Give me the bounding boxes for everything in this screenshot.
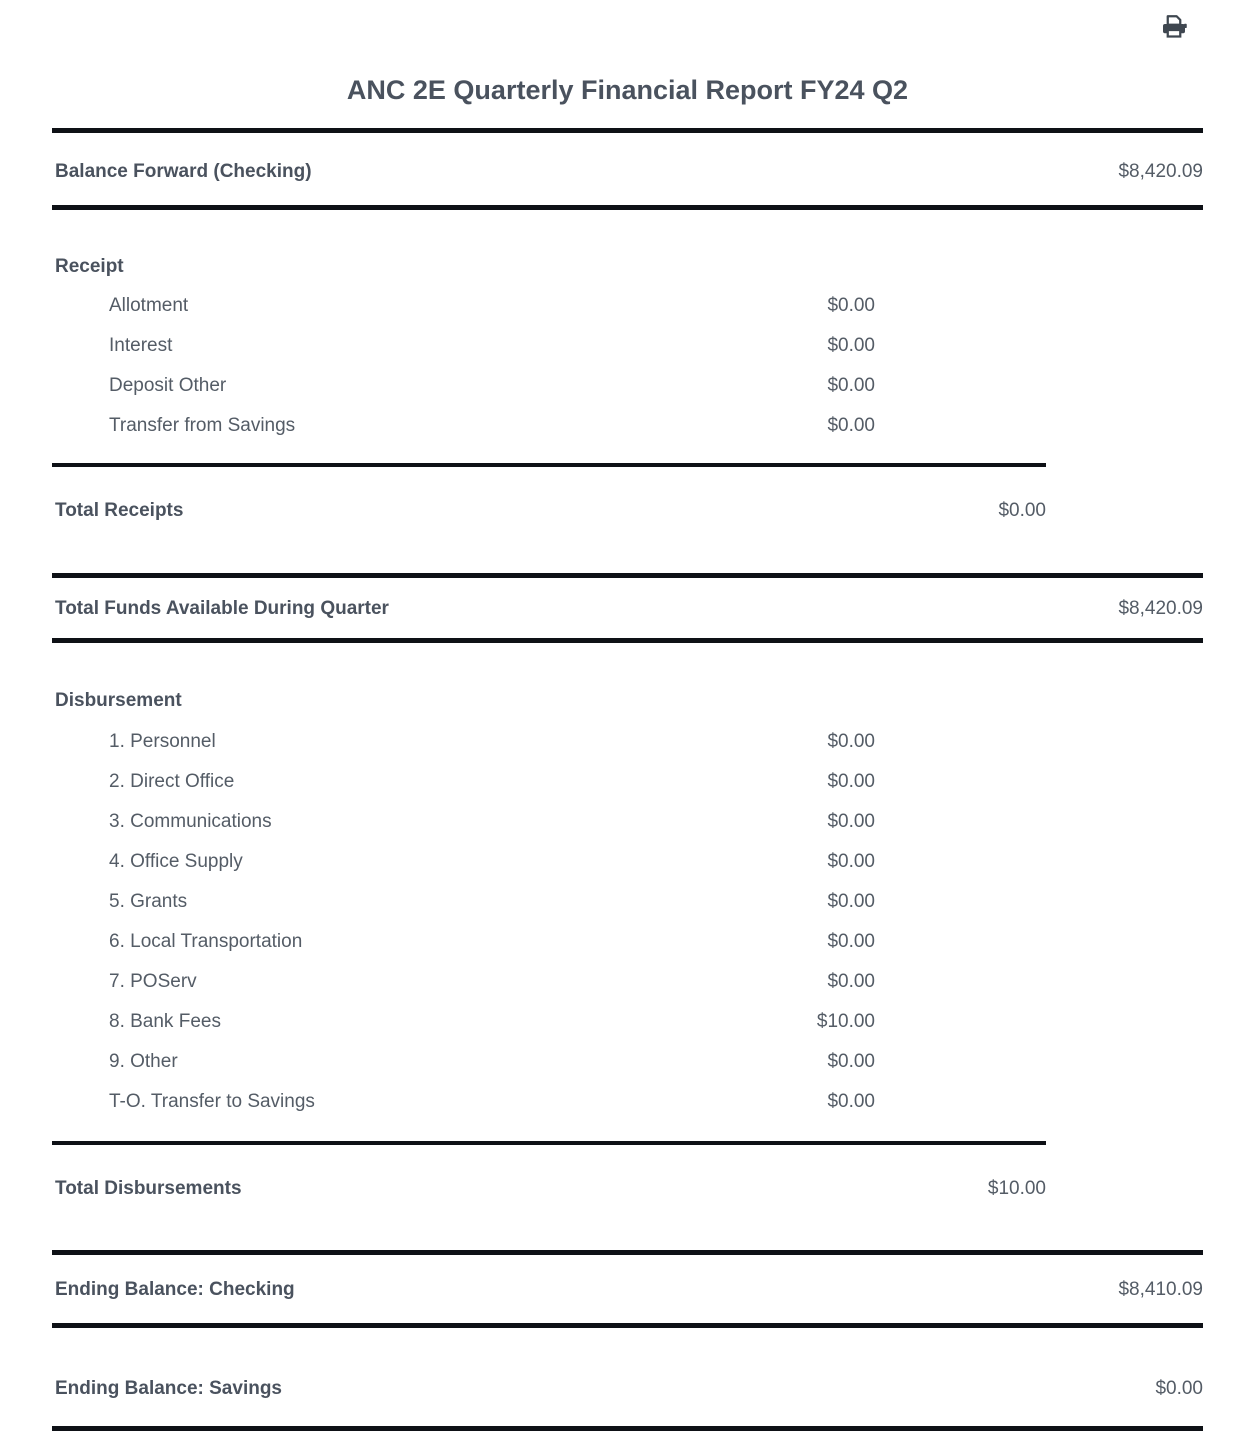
total-receipts-amount: $0.00: [998, 500, 1046, 521]
line-item-label: 9. Other: [109, 1051, 178, 1072]
line-item-label: 4. Office Supply: [109, 851, 243, 872]
line-item-label: 6. Local Transportation: [109, 931, 303, 952]
ending-balance-savings-amount: $0.00: [1155, 1378, 1203, 1399]
balance-forward-amount: $8,420.09: [1118, 161, 1203, 182]
line-item-amount: $0.00: [827, 1091, 875, 1112]
total-disbursements-row: [52, 1178, 1203, 1200]
line-item-label: T-O. Transfer to Savings: [109, 1091, 315, 1112]
line-item: [52, 802, 1203, 842]
total-receipts-row: [52, 500, 1203, 522]
disbursements-section-header: Disbursement: [55, 690, 182, 711]
balance-forward-row: [52, 128, 1203, 210]
line-item-label: 8. Bank Fees: [109, 1011, 221, 1032]
disbursements-item-list: [52, 722, 1203, 1122]
line-item: [52, 1042, 1203, 1082]
line-item-amount: $0.00: [827, 335, 875, 356]
receipts-item-list: [52, 286, 1203, 446]
line-item-label: Allotment: [109, 295, 189, 316]
line-item: [52, 922, 1203, 962]
balance-forward-label: Balance Forward (Checking): [55, 161, 312, 182]
ending-balance-checking-amount: $8,410.09: [1118, 1279, 1203, 1300]
line-item: [52, 722, 1203, 762]
line-item-label: Transfer from Savings: [109, 415, 296, 436]
line-item: [52, 406, 1203, 446]
line-item-amount: $0.00: [827, 415, 875, 436]
printer-icon: [1159, 13, 1189, 43]
total-receipts-label: Total Receipts: [55, 500, 184, 521]
line-item-amount: $0.00: [827, 731, 875, 752]
line-item-amount: $0.00: [827, 375, 875, 396]
total-funds-row: [52, 573, 1203, 643]
line-item-label: 5. Grants: [109, 891, 188, 912]
receipts-section-header: Receipt: [55, 256, 124, 277]
line-item: [52, 882, 1203, 922]
subtotal-divider: [52, 1141, 1046, 1145]
line-item: [52, 326, 1203, 366]
ending-balance-savings-label: Ending Balance: Savings: [55, 1378, 282, 1399]
total-funds-amount: $8,420.09: [1118, 598, 1203, 619]
line-item-amount: $0.00: [827, 295, 875, 316]
total-funds-label: Total Funds Available During Quarter: [55, 598, 389, 619]
line-item: [52, 1002, 1203, 1042]
ending-balance-checking-row: [52, 1250, 1203, 1328]
line-item: [52, 366, 1203, 406]
line-item-amount: $0.00: [827, 811, 875, 832]
ending-balance-savings-row: [52, 1378, 1203, 1431]
line-item: [52, 286, 1203, 326]
line-item-amount: $0.00: [827, 851, 875, 872]
page-title: ANC 2E Quarterly Financial Report FY24 Q2: [346, 75, 909, 105]
line-item-label: 1. Personnel: [109, 731, 216, 752]
line-item-amount: $10.00: [816, 1011, 875, 1032]
print-button[interactable]: [1158, 12, 1190, 44]
line-item: [52, 842, 1203, 882]
subtotal-divider: [52, 463, 1046, 467]
line-item-label: Interest: [109, 335, 173, 356]
line-item: [52, 1082, 1203, 1122]
line-item-label: Deposit Other: [109, 375, 227, 396]
line-item-amount: $0.00: [827, 931, 875, 952]
line-item-amount: $0.00: [827, 1051, 875, 1072]
total-disbursements-amount: $10.00: [987, 1178, 1046, 1199]
line-item-amount: $0.00: [827, 971, 875, 992]
line-item: [52, 762, 1203, 802]
line-item-amount: $0.00: [827, 891, 875, 912]
line-item-label: 2. Direct Office: [109, 771, 235, 792]
ending-balance-checking-label: Ending Balance: Checking: [55, 1279, 295, 1300]
line-item-label: 3. Communications: [109, 811, 272, 832]
line-item-amount: $0.00: [827, 771, 875, 792]
line-item-label: 7. POServ: [109, 971, 197, 992]
line-item: [52, 962, 1203, 1002]
total-disbursements-label: Total Disbursements: [55, 1178, 242, 1199]
